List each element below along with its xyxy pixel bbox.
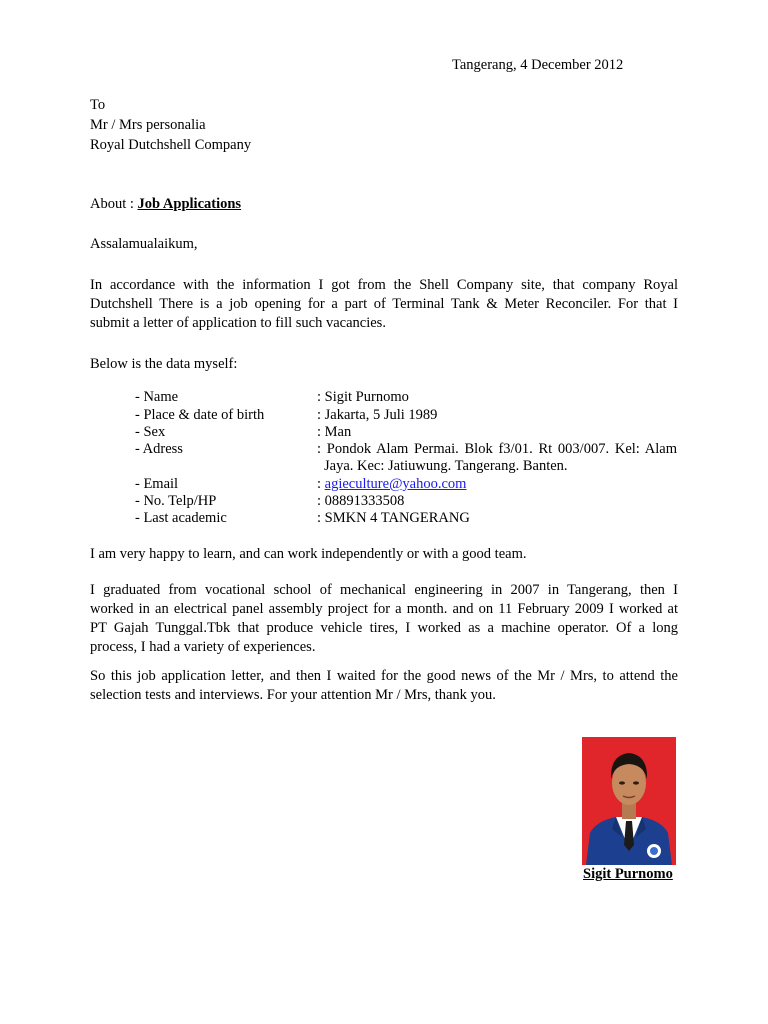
address-line-1: : Pondok Alam Permai. Blok f3/01. Rt 003/007. Kel: Alam <box>317 441 677 457</box>
data-intro: Below is the data myself: <box>90 356 238 372</box>
intro-paragraph <box>90 276 678 333</box>
address-line-2: Jaya. Kec: Jatiuwung. Tangerang. Banten. <box>324 458 568 474</box>
data-value <box>317 476 466 493</box>
experience-paragraph <box>90 581 678 657</box>
data-value: : Man <box>317 424 352 440</box>
data-value: : SMKN 4 TANGERANG <box>317 510 470 526</box>
data-value: : 08891333508 <box>317 493 405 509</box>
closing-line-2: selection tests and interviews. For your attention Mr / Mrs, thank you. <box>90 687 496 703</box>
skills-paragraph: I am very happy to learn, and can work independently or with a good team. <box>90 546 527 562</box>
recipient-to: To <box>90 97 106 113</box>
email-link[interactable]: agieculture@yahoo.com <box>324 476 467 492</box>
experience-line-4: process, I had a variety of experiences. <box>90 639 316 655</box>
experience-line-3: PT Gajah Tunggal.Tbk that produce vehicle tires, I worked as a machine operator. Of a long <box>90 620 678 636</box>
data-label: - Email <box>135 476 179 492</box>
data-label: - Adress <box>135 441 183 457</box>
intro-line-3: submit a letter of application to fill such vacancies. <box>90 315 386 331</box>
intro-line-1: In accordance with the information I got from the Shell Company site, that company Royal <box>90 277 678 293</box>
recipient-title: Mr / Mrs personalia <box>90 117 206 133</box>
data-value: : Sigit Purnomo <box>317 389 409 405</box>
data-label: - Place & date of birth <box>135 407 265 423</box>
data-label: - Name <box>135 389 179 405</box>
intro-line-2: Dutchshell There is a job opening for a part of Terminal Tank & Meter Reconciler. For that I <box>90 296 678 312</box>
data-label: - No. Telp/HP <box>135 493 217 509</box>
recipient-company: Royal Dutchshell Company <box>90 137 252 153</box>
data-value: : Jakarta, 5 Juli 1989 <box>317 407 438 423</box>
signature-name: Sigit Purnomo <box>583 866 673 882</box>
applicant-photo-illustration <box>582 737 676 865</box>
closing-line-1: So this job application letter, and then I waited for the good news of the Mr / Mrs, to attend the <box>90 668 678 684</box>
address-value <box>317 441 677 475</box>
experience-line-1: I graduated from vocational school of mechanical engineering in 2007 in Tangerang, then I <box>90 582 678 598</box>
subject-line <box>90 196 241 213</box>
data-label: - Sex <box>135 424 166 440</box>
applicant-photo <box>582 737 676 865</box>
email-prefix: : <box>317 476 325 492</box>
letter-date: Tangerang, 4 December 2012 <box>452 57 624 73</box>
closing-paragraph <box>90 667 678 705</box>
subject-text: Job Applications <box>137 196 242 212</box>
greeting: Assalamualaikum, <box>90 236 198 252</box>
experience-line-2: worked in an electrical panel assembly project for a month. and on 11 February 2009 I worked at <box>90 601 678 617</box>
data-label: - Last academic <box>135 510 227 526</box>
subject-label: About : <box>90 196 138 212</box>
